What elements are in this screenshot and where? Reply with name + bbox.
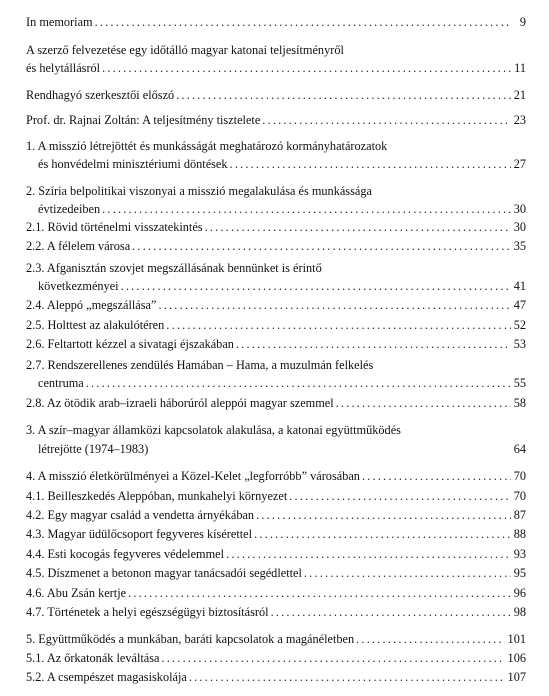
toc-entry-title: 4.4. Esti kocogás fegyveres védelemmel [26,547,225,561]
toc-entry-title: 2.6. Feltartott kézzel a sivatagi éjszakában [26,337,234,351]
toc-entry-page: 30 [513,220,526,234]
toc-entry-title: 4. A misszió életkörülményei a Közel-Kelet „legforróbb” városában [26,469,360,483]
toc-entry-page: 35 [513,239,526,253]
toc-dot-leader [256,506,511,524]
toc-entry-page: 64 [513,442,526,456]
toc-entry-page: 47 [513,298,526,312]
toc-entry-title: 4.6. Abu Zsán kertje [26,586,127,600]
toc-entry-title: Rendhagyó szerkesztői előszó [26,88,175,102]
toc-entry [26,296,526,314]
toc-entry [26,525,526,543]
toc-entry-title-line: 2. Szíria belpolitikai viszonyai a misszió megalakulása és munkássága [26,184,372,198]
toc-entry [26,487,526,505]
toc-entry [26,316,526,334]
toc-dot-leader [176,86,511,104]
toc-entry-title: Prof. dr. Rajnai Zoltán: A teljesítmény tisztelete [26,113,261,127]
toc-dot-leader [356,630,504,648]
toc-dot-leader [102,200,511,218]
toc-entry-title: 5.2. A csempészet magasiskolája [26,670,187,684]
toc-entry-page: 101 [507,632,526,646]
toc-entry-page: 53 [513,337,526,351]
toc-entry-page: 58 [513,396,526,410]
toc-entry-page: 98 [513,605,526,619]
toc-dot-leader [336,394,511,412]
toc-entry [26,237,526,255]
toc-entry-page: 70 [513,469,526,483]
toc-entry-title: 2.2. A félelem városa [26,239,131,253]
toc-entry-title: 2.1. Rövid történelmi visszatekintés [26,220,203,234]
toc-entry [26,545,526,563]
toc-dot-leader [158,296,510,314]
toc-entry [26,564,526,582]
toc-entry-title-line: 2.7. Rendszerellenes zendülés Hamában – Hama, a muzulmán felkelés [26,358,374,372]
toc-entry-page: 88 [513,527,526,541]
toc-entry-title: következményei [38,279,119,293]
toc-entry [38,277,526,295]
toc-entry-title: évtizedeiben [38,202,101,216]
toc-entry-title: és honvédelmi minisztériumi döntések [38,157,228,171]
toc-entry [26,603,526,621]
toc-entry-page: 107 [507,670,526,684]
toc-dot-leader [162,649,505,667]
toc-entry [26,506,526,524]
toc-entry [26,111,526,129]
toc-entry-title: 4.1. Beilleszkedés Aleppóban, munkahelyi környezet [26,489,288,503]
toc-entry [38,374,526,392]
toc-dot-leader [189,668,505,686]
toc-entry [38,440,526,458]
toc-entry-page: 96 [513,586,526,600]
toc-dot-leader [271,603,511,621]
toc-entry-page: 23 [513,113,526,127]
toc-dot-leader [95,13,511,31]
toc-dot-leader [102,59,511,77]
toc-entry-title-line: 1. A misszió létrejöttét és munkásságát meghatározó kormányhatározatok [26,139,388,153]
toc-dot-leader [362,467,511,485]
toc-entry-page: 21 [513,88,526,102]
toc-entry-title: 2.8. Az ötödik arab–izraeli háborúról aleppói magyar szemmel [26,396,334,410]
toc-entry [26,394,526,412]
toc-entry-title: In memoriam [26,15,93,29]
toc-dot-leader [205,218,511,236]
toc-entry-page: 55 [513,376,526,390]
toc-entry-title: 4.7. Történetek a helyi egészségügyi biztosításról [26,605,269,619]
toc-entry-title-line: A szerző felvezetése egy időtálló magyar katonai teljesítményről [26,43,344,57]
toc-dot-leader [254,525,511,543]
toc-entry [26,584,526,602]
toc-entry-title: 4.3. Magyar üdülőcsoport fegyveres kísérettel [26,527,253,541]
toc-dot-leader [226,545,511,563]
toc-entry [26,86,526,104]
toc-entry-title: létrejötte (1974–1983) [38,442,149,456]
toc-entry [26,59,526,77]
toc-entry [26,218,526,236]
toc-entry [26,335,526,353]
toc-dot-leader [289,487,510,505]
toc-dot-leader [262,111,510,129]
toc-entry [26,668,526,686]
toc-entry [26,630,526,648]
toc-entry [26,649,526,667]
toc-entry-page: 95 [513,566,526,580]
toc-dot-leader [304,564,511,582]
toc-dot-leader [86,374,511,392]
toc-entry [38,155,526,173]
toc-entry-title-line: 2.3. Afganisztán szovjet megszállásának bennünket is érintő [26,261,322,275]
toc-entry-title: 2.4. Aleppó „megszállása” [26,298,157,312]
toc-entry-page: 52 [513,318,526,332]
toc-entry-title-line: 3. A szír–magyar államközi kapcsolatok alakulása, a katonai együttműködés [26,423,401,437]
toc-entry-page: 27 [513,157,526,171]
toc-dot-leader [166,316,510,334]
toc-entry-title: 5. Együttműködés a munkában, baráti kapcsolatok a magánéletben [26,632,355,646]
toc-entry-page: 41 [513,279,526,293]
toc-entry-title: 2.5. Holttest az alakulótéren [26,318,165,332]
toc-entry-title: 5.1. Az őrkatonák leváltása [26,651,160,665]
toc-entry-page: 106 [507,651,526,665]
toc-entry-page: 30 [513,202,526,216]
toc-entry-page: 87 [513,508,526,522]
toc-dot-leader [132,237,511,255]
toc-dot-leader [128,584,511,602]
toc-entry-page: 70 [513,489,526,503]
toc-dot-leader [230,155,511,173]
toc-dot-leader [236,335,511,353]
toc-entry [26,13,526,31]
toc-dot-leader [121,277,511,295]
toc-entry [26,467,526,485]
toc-entry-page: 9 [519,15,526,29]
toc-entry-title: 4.5. Díszmenet a betonon magyar tanácsadói segédlettel [26,566,302,580]
toc-entry [38,200,526,218]
toc-entry-title: centruma [38,376,84,390]
toc-entry-title: 4.2. Egy magyar család a vendetta árnyékában [26,508,255,522]
toc-entry-page: 93 [513,547,526,561]
toc-entry-title: és helytállásról [26,61,101,75]
toc-entry-page: 11 [514,61,526,75]
